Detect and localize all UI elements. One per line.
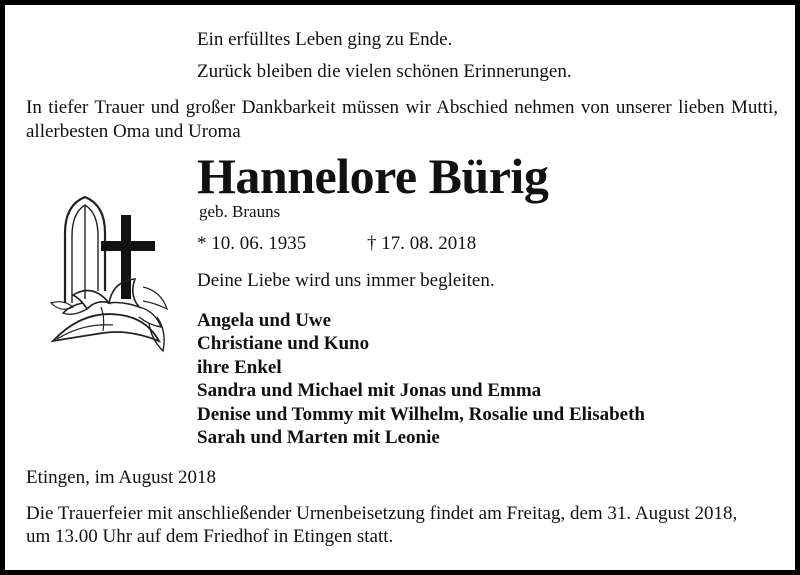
cross-window-lily-icon <box>43 191 173 356</box>
intro-text: In tiefer Trauer und großer Dankbarkeit müssen wir Abschied nehmen von unserer lieben Mutti, allerbesten Oma und Uroma <box>26 97 778 142</box>
mourner-entry: Sarah und Marten mit Leonie <box>197 427 440 449</box>
deceased-name: Hannelore Bürig <box>197 148 549 204</box>
ceremony-line-2: um 13.00 Uhr auf dem Friedhof in Etingen statt. <box>26 526 394 547</box>
mourner-entry: Denise und Tommy mit Wilhelm, Rosalie und Elisabeth <box>197 403 646 425</box>
ceremony-line-1: Die Trauerfeier mit anschließender Urnenbeisetzung findet am Freitag, dem 31. August 2018, <box>26 503 738 524</box>
birth-date: * 10. 06. 1935 <box>197 233 307 254</box>
ceremony-info <box>26 502 783 548</box>
mourner-entry: Christiane und Kuno <box>197 333 370 355</box>
obituary-notice <box>5 5 795 570</box>
mourner-entry: ihre Enkel <box>197 356 282 378</box>
place-and-date: Etingen, im August 2018 <box>26 467 216 488</box>
death-date: † 17. 08. 2018 <box>367 233 477 254</box>
motto-line-1: Ein erfülltes Leben ging zu Ende. <box>197 29 453 50</box>
birth-name: geb. Brauns <box>199 202 281 221</box>
mourner-entry: Angela und Uwe <box>197 310 332 331</box>
mourner-entry: Sandra und Michael mit Jonas und Emma <box>197 380 542 402</box>
motto-line-2: Zurück bleiben die vielen schönen Erinnerungen. <box>197 61 572 82</box>
memorial-quote: Deine Liebe wird uns immer begleiten. <box>197 270 495 291</box>
mourners-list <box>197 309 645 449</box>
